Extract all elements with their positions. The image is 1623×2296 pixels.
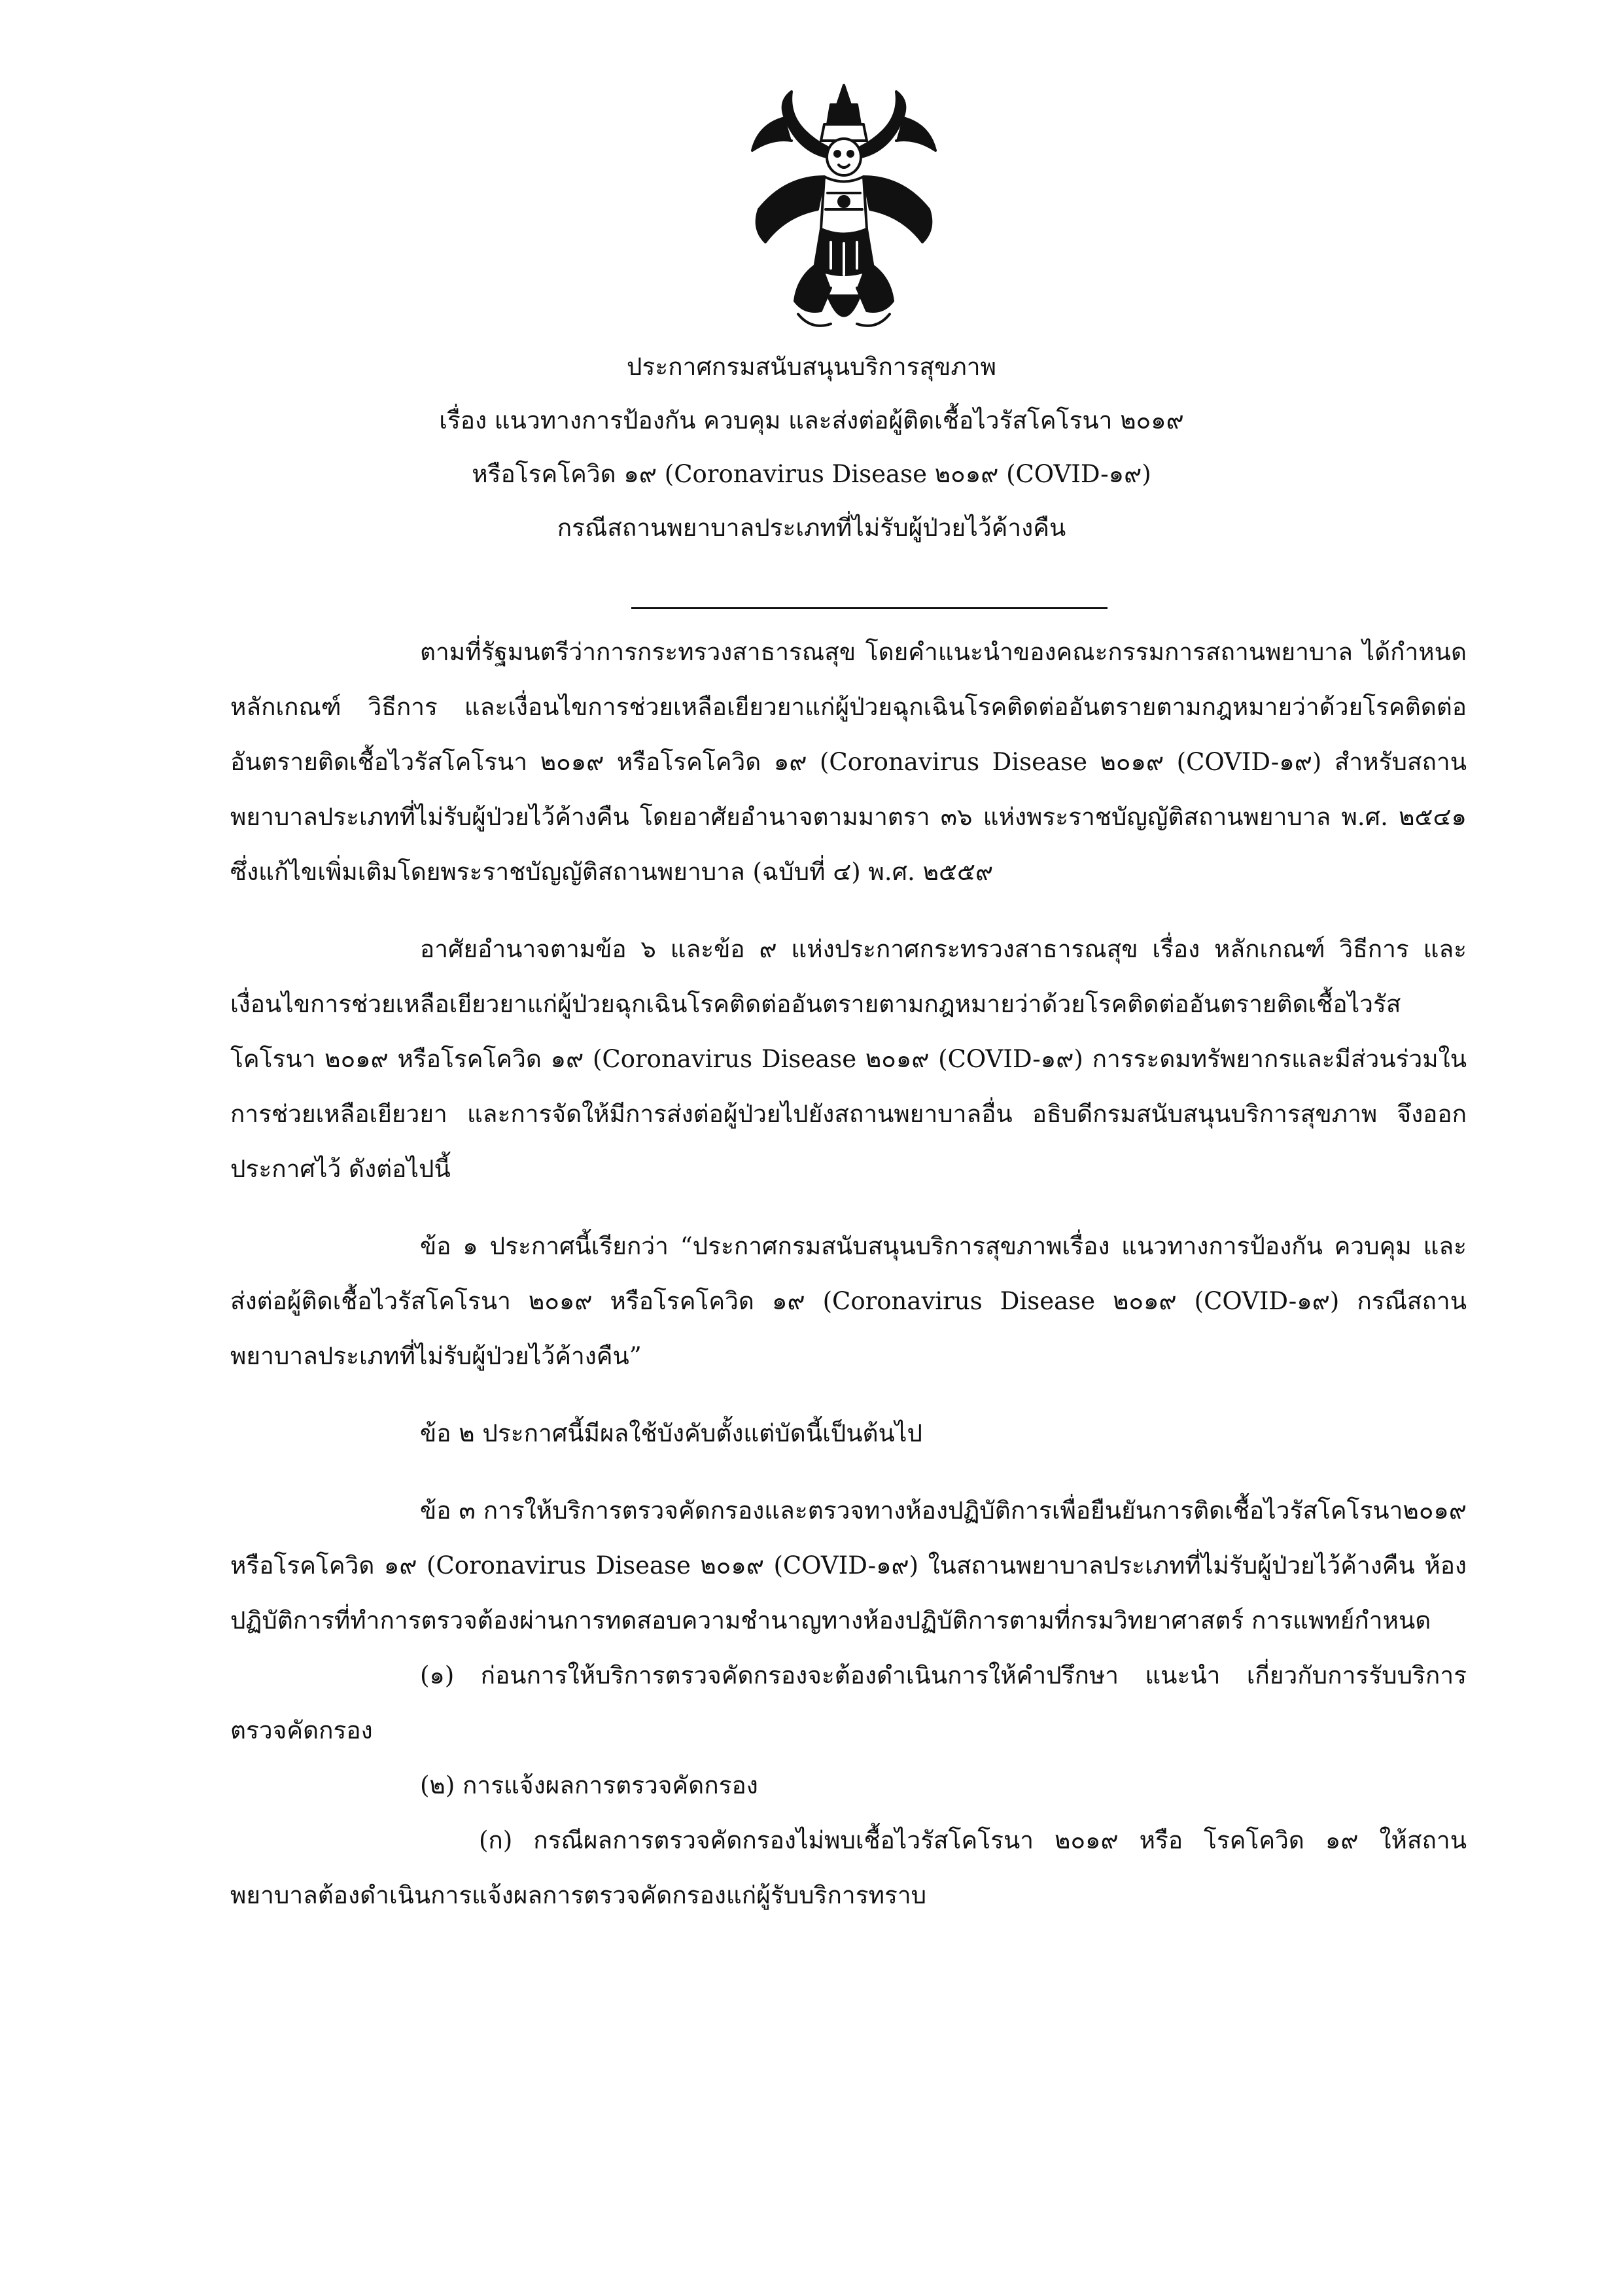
clause-3-item-2-a: (ก) กรณีผลการตรวจคัดกรองไม่พบเชื้อไวรัสโคโรนา ๒๐๑๙ หรือ โรคโควิด ๑๙ ให้สถานพยาบาลต้องดำเนินการแจ้งผลการตรวจคัดกรองแก่ผู้รับบริการทราบ: [230, 1826, 1467, 1909]
paragraph-preamble: ตามที่รัฐมนตรีว่าการกระทรวงสาธารณสุข โดยคำแนะนำของคณะกรรมการสถานพยาบาล ได้กำหนดหลักเกณฑ์ วิธีการ และเงื่อนไขการช่วยเหลือเยียวยาแก่ผู้ป่วยฉุกเฉินโรคติดต่ออันตรายตามกฎหมายว่าด้วยโรคติดต่ออันตรายติดเชื้อไวรัสโคโรนา ๒๐๑๙ หรือโรคโควิด ๑๙ (Coronavirus Disease ๒๐๑๙ (COVID-๑๙) สำหรับสถานพยาบาลประเภทที่ไม่รับผู้ป่วยไว้ค้างคืน โดยอาศัยอำนาจตามมาตรา ๓๖ แห่งพระราชบัญญัติสถานพยาบาล พ.ศ. ๒๕๔๑ ซึ่งแก้ไขเพิ่มเติมโดยพระราชบัญญัติสถานพยาบาล (ฉบับที่ ๔) พ.ศ. ๒๕๕๙: [230, 638, 1467, 886]
title-divider: [631, 607, 1108, 609]
clause-2: ข้อ ๒ ประกาศนี้มีผลใช้บังคับตั้งแต่บัดนี้เป็นต้นไป: [420, 1419, 922, 1447]
paragraph-authority: อาศัยอำนาจตามข้อ ๖ และข้อ ๙ แห่งประกาศกระทรวงสาธารณสุข เรื่อง หลักเกณฑ์ วิธีการ และเงื่อนไขการช่วยเหลือเยียวยาแก่ผู้ป่วยฉุกเฉินโรคติดต่ออันตรายตามกฎหมายว่าด้วยโรคติดต่ออันตรายติดเชื้อไวรัสโคโรนา ๒๐๑๙ หรือโรคโควิด ๑๙ (Coronavirus Disease ๒๐๑๙ (COVID-๑๙) การระดมทรัพยากรและมีส่วนร่วมในการช่วยเหลือเยียวยา และการจัดให้มีการส่งต่อผู้ป่วยไปยังสถานพยาบาลอื่น อธิบดีกรมสนับสนุนบริการสุขภาพ จึงออกประกาศไว้ ดังต่อไปนี้: [230, 935, 1467, 1183]
title-line-4: กรณีสถานพยาบาลประเภทที่ไม่รับผู้ป่วยไว้ค้างคืน: [557, 514, 1066, 542]
title-line-2: เรื่อง แนวทางการป้องกัน ควบคุม และส่งต่อผู้ติดเชื้อไวรัสโคโรนา ๒๐๑๙: [439, 406, 1184, 434]
announcement-title: [196, 340, 1427, 555]
title-line-3: หรือโรคโควิด ๑๙ (Coronavirus Disease ๒๐๑๙ (COVID-๑๙): [472, 460, 1151, 488]
clause-3-item-1: (๑) ก่อนการให้บริการตรวจคัดกรองจะต้องดำเนินการให้คำปรึกษา แนะนำ เกี่ยวกับการรับบริการตรวจคัดกรอง: [230, 1661, 1467, 1744]
document-body: [230, 625, 1467, 1923]
garuda-emblem-icon: [733, 79, 955, 340]
clause-3: ข้อ ๓ การให้บริการตรวจคัดกรองและตรวจทางห้องปฏิบัติการเพื่อยืนยันการติดเชื้อไวรัสโคโรนา๒๐๑๙ หรือโรคโควิด ๑๙ (Coronavirus Disease ๒๐๑๙ (COVID-๑๙) ในสถานพยาบาลประเภทที่ไม่รับผู้ป่วยไว้ค้างคืน ห้องปฏิบัติการที่ทำการตรวจต้องผ่านการทดสอบความชำนาญทางห้องปฏิบัติการตามที่กรมวิทยาศาสตร์ การแพทย์กำหนด: [230, 1496, 1467, 1634]
clause-1: ข้อ ๑ ประกาศนี้เรียกว่า “ประกาศกรมสนับสนุนบริการสุขภาพเรื่อง แนวทางการป้องกัน ควบคุม และส่งต่อผู้ติดเชื้อไวรัสโคโรนา ๒๐๑๙ หรือโรคโควิด ๑๙ (Coronavirus Disease ๒๐๑๙ (COVID-๑๙) กรณีสถานพยาบาลประเภทที่ไม่รับผู้ป่วยไว้ค้างคืน”: [230, 1232, 1467, 1370]
title-line-1: ประกาศกรมสนับสนุนบริการสุขภาพ: [627, 353, 996, 381]
clause-3-item-2: (๒) การแจ้งผลการตรวจคัดกรอง: [420, 1771, 758, 1799]
